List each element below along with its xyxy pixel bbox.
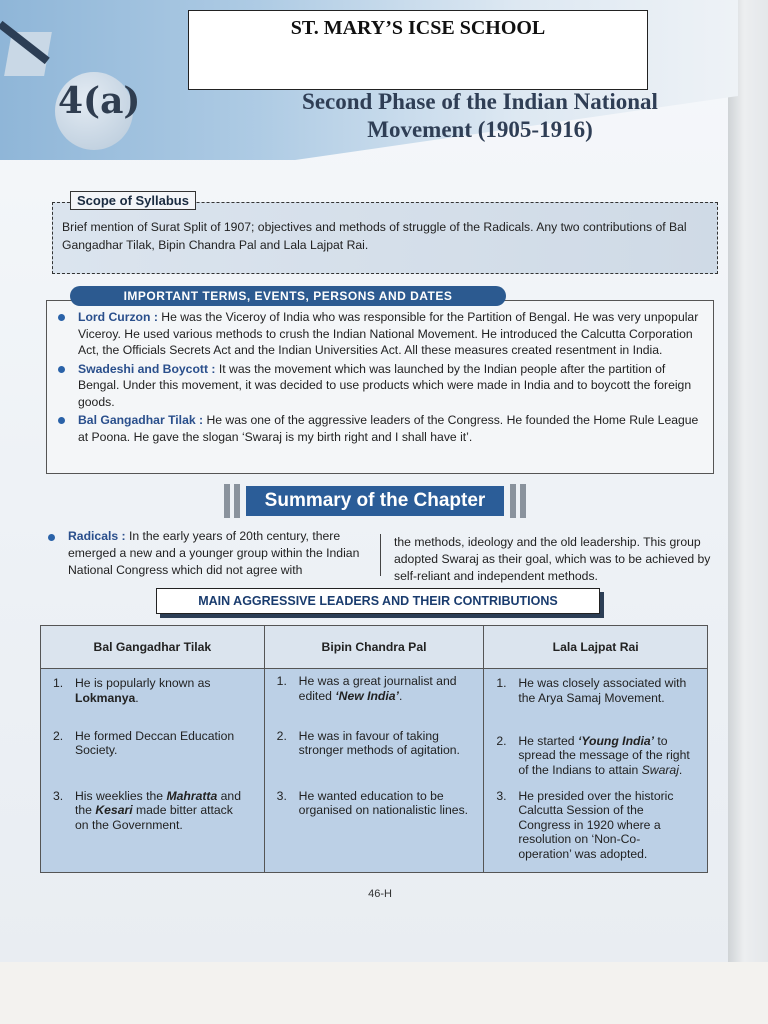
term-item-swadeshi — [56, 361, 708, 411]
item-text-part: made bitter attack on the Government. — [75, 803, 233, 832]
item-number: 2. — [276, 728, 287, 743]
item-text: He was closely associated with the Arya Samaj Movement. — [518, 676, 687, 705]
table-cell — [41, 669, 265, 725]
item-text-part: to spread the message of the right of the Indians to attain — [518, 733, 690, 777]
item-text-bold: Lokmanya — [75, 690, 136, 705]
adjacent-page-edge — [728, 0, 768, 962]
item-text-italic: Swaraj — [641, 762, 679, 777]
item-text — [299, 674, 470, 703]
item-text-part: . — [398, 688, 403, 703]
radicals-label: Radicals : — [68, 529, 126, 543]
term-text: He was the Viceroy of India who was responsible for the Partition of Bengal. He was very unpopular Viceroy. He used various methods to crush the Indian National Movement. He introduced the Calcutta Corporation Act, the Officials Secrets Act and the Indian Universities Act. All these measures created resentment in India. — [78, 310, 699, 357]
table-row — [41, 669, 708, 725]
bullet-icon — [58, 366, 65, 373]
banner-bar-right-1 — [510, 484, 516, 518]
item-text-part: His weeklies the — [75, 788, 167, 803]
chapter-title — [240, 88, 720, 144]
contribution-item — [484, 734, 707, 778]
banner-bar-left-2 — [234, 484, 240, 518]
item-text: He formed Deccan Education Society. — [75, 728, 235, 757]
term-item-tilak — [56, 412, 708, 445]
table-cell — [41, 725, 265, 785]
item-text: He presided over the historic Calcutta Session of the Congress in 1920 where a resolution on ‘Non-Co-operation’ was adopted. — [518, 788, 674, 861]
item-number: 2. — [53, 728, 64, 743]
scope-text: Brief mention of Surat Split of 1907; objectives and methods of struggle of the Radicals. Any two contributions of Bal Gangadhar Tilak, Bipin Chandra Pal and Lala Lajpat Rai. — [62, 220, 687, 252]
table-row — [41, 725, 708, 785]
item-text-part: . — [678, 762, 683, 777]
summary-divider — [380, 534, 381, 576]
contribution-item — [484, 789, 707, 862]
item-text: He wanted education to be organised on nationalistic lines. — [298, 788, 469, 817]
scope-label: Scope of Syllabus — [70, 191, 196, 210]
school-name-box — [188, 10, 648, 90]
table-header-row — [41, 626, 708, 669]
term-name: Swadeshi and Boycott : — [78, 361, 216, 376]
table-cell — [484, 669, 708, 725]
contribution-item — [41, 789, 264, 833]
summary-banner: Summary of the Chapter — [246, 486, 504, 516]
banner-bar-right-2 — [520, 484, 526, 518]
item-number: 1. — [496, 676, 507, 690]
table-cell — [264, 669, 484, 725]
bullet-icon — [58, 314, 65, 321]
term-text: He was one of the aggressive leaders of the Congress. He founded the Home Rule League at Poona. He gave the slogan ‘Swaraj is my birth right and I shall have it’. — [78, 413, 699, 444]
table-row — [41, 785, 708, 873]
item-text-bold-italic: Kesari — [95, 803, 133, 817]
table-cell — [484, 725, 708, 785]
column-header-tilak: Bal Gangadhar Tilak — [41, 626, 265, 669]
contribution-item — [265, 674, 484, 703]
leaders-table — [40, 625, 708, 873]
item-number: 3. — [496, 788, 507, 803]
column-header-pal: Bipin Chandra Pal — [264, 626, 484, 669]
item-text-part: and the — [75, 788, 241, 817]
leaders-section-title: MAIN AGGRESSIVE LEADERS AND THEIR CONTRIBUTIONS — [156, 588, 600, 614]
item-text-bold-italic: Mahratta — [166, 788, 218, 803]
chapter-title-line2: Movement (1905-1916) — [367, 117, 593, 142]
school-name: ST. MARY’S ICSE SCHOOL — [290, 17, 546, 39]
bullet-icon — [48, 534, 55, 541]
term-name: Lord Curzon : — [78, 310, 158, 324]
table-cell — [484, 785, 708, 873]
summary-paragraph-left — [48, 528, 390, 579]
item-number: 3. — [276, 788, 287, 803]
banner-bar-left-1 — [224, 484, 230, 518]
item-text-part: He is popularly known as — [75, 676, 211, 690]
item-text-bold-italic: ‘Young India’ — [577, 733, 655, 748]
contribution-item — [41, 676, 264, 705]
column-header-rai: Lala Lajpat Rai — [484, 626, 708, 669]
table-cell — [264, 785, 484, 873]
page-number: 46-H — [368, 888, 392, 900]
item-text — [75, 789, 250, 833]
item-text-part: He started — [518, 733, 578, 748]
item-number: 1. — [53, 676, 64, 690]
item-text-part: . — [135, 690, 139, 705]
term-text: It was the movement which was launched by the Indian people after the partition of Bengal. Under this movement, it was decided to use products which were made in India and to boycott the foreign goods. — [78, 361, 692, 409]
term-name: Bal Gangadhar Tilak : — [78, 413, 204, 427]
important-terms-label: IMPORTANT TERMS, EVENTS, PERSONS AND DATES — [70, 286, 506, 306]
table-cell — [41, 785, 265, 873]
important-terms-list — [56, 309, 708, 447]
item-text-bold-italic: ‘New India’ — [335, 688, 399, 703]
item-number: 3. — [53, 788, 64, 803]
item-number: 1. — [276, 674, 287, 688]
item-text — [75, 676, 250, 705]
contribution-item — [265, 789, 484, 818]
item-text-part: He was a great journalist and edited — [298, 674, 457, 703]
contribution-item — [484, 676, 707, 705]
contribution-item — [265, 729, 484, 758]
chapter-number: 4(a) — [58, 80, 141, 122]
summary-paragraph-right: the methods, ideology and the old leadership. This group adopted Swaraj as their goal, which was to be achieved by self-reliant and independent methods. — [394, 535, 711, 583]
chapter-title-line1: Second Phase of the Indian National — [302, 89, 658, 114]
scan-background — [0, 962, 768, 1024]
item-number: 2. — [496, 733, 507, 748]
bullet-icon — [58, 417, 65, 424]
table-cell — [264, 725, 484, 785]
item-text: He was in favour of taking stronger methods of agitation. — [298, 728, 460, 757]
item-text — [518, 734, 693, 778]
summary-left-text: In the early years of 20th century, there emerged a new and a younger group within the Indian National Congress which did not agree with — [68, 529, 360, 577]
term-item-lord-curzon — [56, 309, 708, 359]
contribution-item — [41, 729, 264, 758]
